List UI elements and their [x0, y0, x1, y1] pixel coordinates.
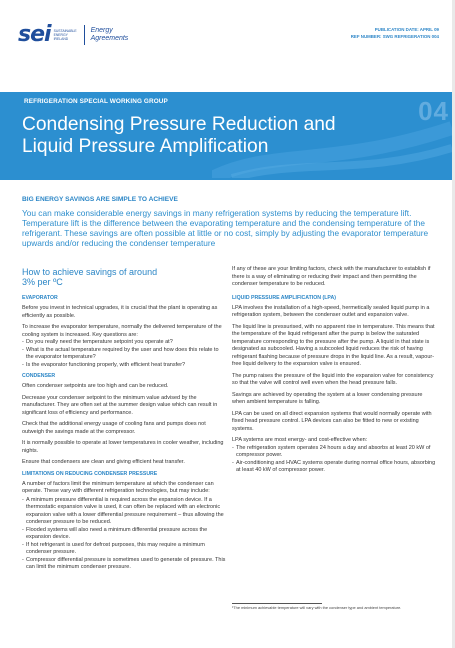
intro-paragraph: You can make considerable energy savings in many refrigeration systems by reducing the temperature lift. Temperature lift is the difference between the evaporating temperature and the condensing temperature of the refrigerant. These savings are often possible at little or no cost, simply by adjusting the evaporator temperature upwards and/or reducing the condenser temperature — [22, 208, 429, 249]
limitations-paragraph: A number of factors limit the minimum temperature at which the condenser can operate. These vary with different refrigeration technologies, but may include: — [22, 480, 214, 494]
lpa-paragraph-2: The liquid line is pressurised, with no apparent rise in temperature. This means that the temperature of the liquid refrigerant after the pump is below the saturated temperature corresponding to the pressure after the pump. A liquid in that state is designated as subcooled. Having a subcooled liquid reduces the risk of having refrigerant flashing because of pressure drops in the liquid line. As a result, vapour-free liquid delivery to the expansion valve is ensured. — [232, 323, 435, 367]
list-item: - If hot refrigerant is used for defrost purposes, this may require a minimum condenser pressure. — [22, 542, 227, 557]
logo-subtitle: SUSTAINABLE ENERGY IRELAND — [53, 29, 77, 41]
list-item: - Is the evaporator functioning properly, with efficient heat transfer? — [22, 362, 227, 370]
limitations-list — [22, 497, 227, 572]
key-questions-list — [22, 339, 227, 369]
list-item: - A minimum pressure differential is required across the expansion device. If a thermostatic expansion valve is used, it can often be replaced with an electronic expansion valve with a lower differential pressure requirement – thus allowing the condenser pressure to be reduced. — [22, 497, 227, 527]
savings-title-line1: How to achieve savings of around — [22, 267, 158, 277]
lpa-paragraph-5: LPA can be used on all direct expansion systems that would normally operate with fixed head pressure control. LPA devices can also be fitted to new or existing systems. — [232, 410, 432, 432]
list-item: - Air-conditioning and HVAC systems operate during normal office hours, absorbing at least 40 kW of compressor power. — [232, 460, 436, 475]
publication-info — [351, 27, 439, 40]
evaporator-paragraph-1: Before you invest in technical upgrades, it is crucial that the plant is operating as efficiently as possible. — [22, 305, 218, 319]
lpa-conditions-list — [232, 445, 436, 475]
condenser-paragraph-3: Check that the additional energy usage of cooling fans and pumps does not outweigh the savings made at the compressor. — [22, 421, 206, 435]
title-line-2: Liquid Pressure Amplification — [22, 136, 269, 157]
right-column — [232, 266, 436, 479]
left-column — [22, 268, 227, 576]
limitations-heading: LIMITATIONS ON REDUCING CONDENSER PRESSURE — [22, 470, 158, 477]
savings-title — [22, 268, 227, 287]
title-line-1: Condensing Pressure Reduction and — [22, 114, 336, 135]
reference-number: REF NUMBER: SWG REFRIGERATION 004 — [350, 33, 439, 39]
logo-mark: sei — [18, 22, 51, 47]
list-item: - Flooded systems will also need a minimum differential pressure across the expansion device. — [22, 527, 227, 542]
lpa-paragraph-1: LPA involves the installation of a high-speed, hermetically sealed liquid pump in a refrigeration system, between the condenser outlet and expansion valve. — [232, 304, 430, 318]
limiting-factors-paragraph: If any of these are your limiting factors, check with the manufacturer to establish if there is a way of eliminating or reducing their impact and then permitting the condenser temperature to be reduced. — [232, 266, 431, 287]
footnote-rule — [232, 603, 322, 604]
savings-title-line2: 3% per ºC — [22, 276, 63, 287]
program-name — [91, 27, 129, 44]
lpa-paragraph-6: LPA systems are most energy- and cost-effective when: — [232, 437, 368, 443]
lpa-paragraph-3: The pump raises the pressure of the liquid into the expansion valve for consistency so that the valve will control well even when the head pressure falls. — [232, 372, 434, 386]
condenser-paragraph-2: Decrease your condenser setpoint to the minimum value advised by the manufacturer. They are often set at the summer design value which can result in significant loss of efficiency and performance. — [22, 394, 218, 416]
list-item: - What is the actual temperature required by the user and how does this relate to the evaporator temperature? — [22, 347, 227, 362]
evaporator-heading: EVAPORATOR — [22, 295, 58, 301]
condenser-paragraph-4: It is normally possible to operate at lower temperatures in cooler weather, including nights. — [22, 440, 224, 454]
condenser-paragraph-1: Often condenser setpoints are too high and can be reduced. — [22, 383, 169, 389]
working-group-label: REFRIGERATION SPECIAL WORKING GROUP — [24, 98, 168, 105]
condenser-paragraph-5: Ensure that condensers are clean and giving efficient heat transfer. — [22, 459, 185, 465]
sei-logo — [18, 24, 128, 46]
list-item: - Compressor differential pressure is sometimes used to generate oil pressure. This can limit the minimum condenser pressure. — [22, 557, 227, 572]
sheet-number: 04 — [418, 96, 449, 126]
publication-date: PUBLICATION DATE: APRIL 09 — [374, 27, 439, 32]
program-name-line2: Agreements — [90, 35, 129, 42]
page-title — [22, 114, 442, 158]
list-item: - The refrigeration system operates 24 hours a day and absorbs at least 20 kW of compressor power. — [232, 445, 436, 460]
footnote: ¹The minimum achievable temperature will vary with the condenser type and ambient temperature. — [232, 605, 402, 610]
list-item: - Do you really need the temperature setpoint you operate at? — [22, 339, 227, 347]
intro-heading: BIG ENERGY SAVINGS ARE SIMPLE TO ACHIEVE — [22, 196, 178, 203]
lpa-paragraph-4: Savings are achieved by operating the system at a lower condensing pressure when ambient temperature is falling. — [232, 391, 423, 405]
evaporator-paragraph-2: To increase the evaporator temperature, normally the delivered temperature of the cooling system is increased. Key questions are: — [22, 324, 222, 338]
lpa-heading: LIQUID PRESSURE AMPLIFICATION (LPA) — [232, 294, 336, 301]
condenser-heading: CONDENSER — [22, 373, 56, 379]
program-name-line1: Energy — [90, 26, 113, 34]
logo-divider — [84, 25, 85, 45]
